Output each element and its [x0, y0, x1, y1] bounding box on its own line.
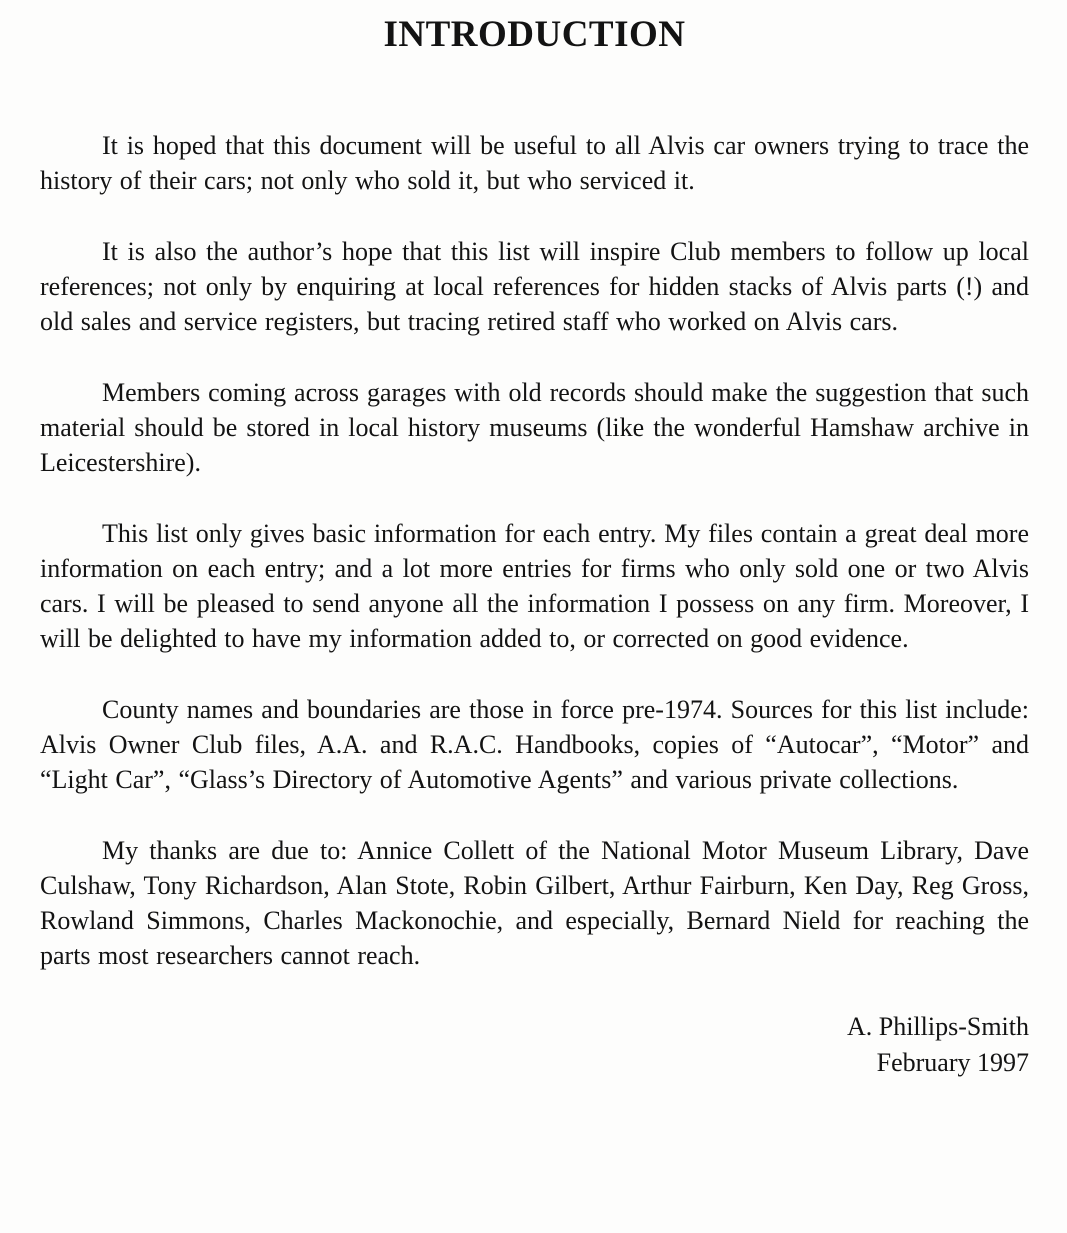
paragraph-thanks: My thanks are due to: Annice Collett of the National Motor Museum Library, Dave Culshaw, Tony Richardson, Alan Stote, Robin Gilbert, Arthur Fairburn, Ken Day, Reg Gross, Rowland Simmons, Charles Mackonochie, and especially, Bernard Nield for reaching the parts most researchers cannot reach. [40, 836, 1029, 970]
signature-date: February 1997 [876, 1048, 1029, 1077]
signature-author: A. Phillips-Smith [846, 1012, 1029, 1041]
paragraph-county-sources: County names and boundaries are those in force pre-1974. Sources for this list include: Alvis Owner Club files, A.A. and R.A.C. Handbooks, copies of “Autocar”, “Motor” and “Light Car”, “Glass’s Directory of Automotive Agents” and various private collections. [40, 695, 1029, 794]
signature-block [40, 1009, 1029, 1081]
paragraph-hoped-useful: It is hoped that this document will be useful to all Alvis car owners trying to trace the history of their cars; not only who sold it, but who serviced it. [40, 131, 1029, 195]
paragraph-authors-hope: It is also the author’s hope that this list will inspire Club members to follow up local references; not only by enquiring at local references for hidden stacks of Alvis parts (!) and old sales and service registers, but tracing retired staff who worked on Alvis cars. [40, 237, 1029, 336]
paragraph-members-garages: Members coming across garages with old records should make the suggestion that such material should be stored in local history museums (like the wonderful Hamshaw archive in Leicestershire). [40, 378, 1029, 477]
page-title: INTRODUCTION [383, 14, 686, 55]
paragraph-basic-information: This list only gives basic information for each entry. My files contain a great deal more information on each entry; and a lot more entries for firms who only sold one or two Alvis cars. I will be pleased to send anyone all the information I possess on any firm. Moreover, I will be delighted to have my information added to, or corrected on good evidence. [40, 519, 1029, 653]
